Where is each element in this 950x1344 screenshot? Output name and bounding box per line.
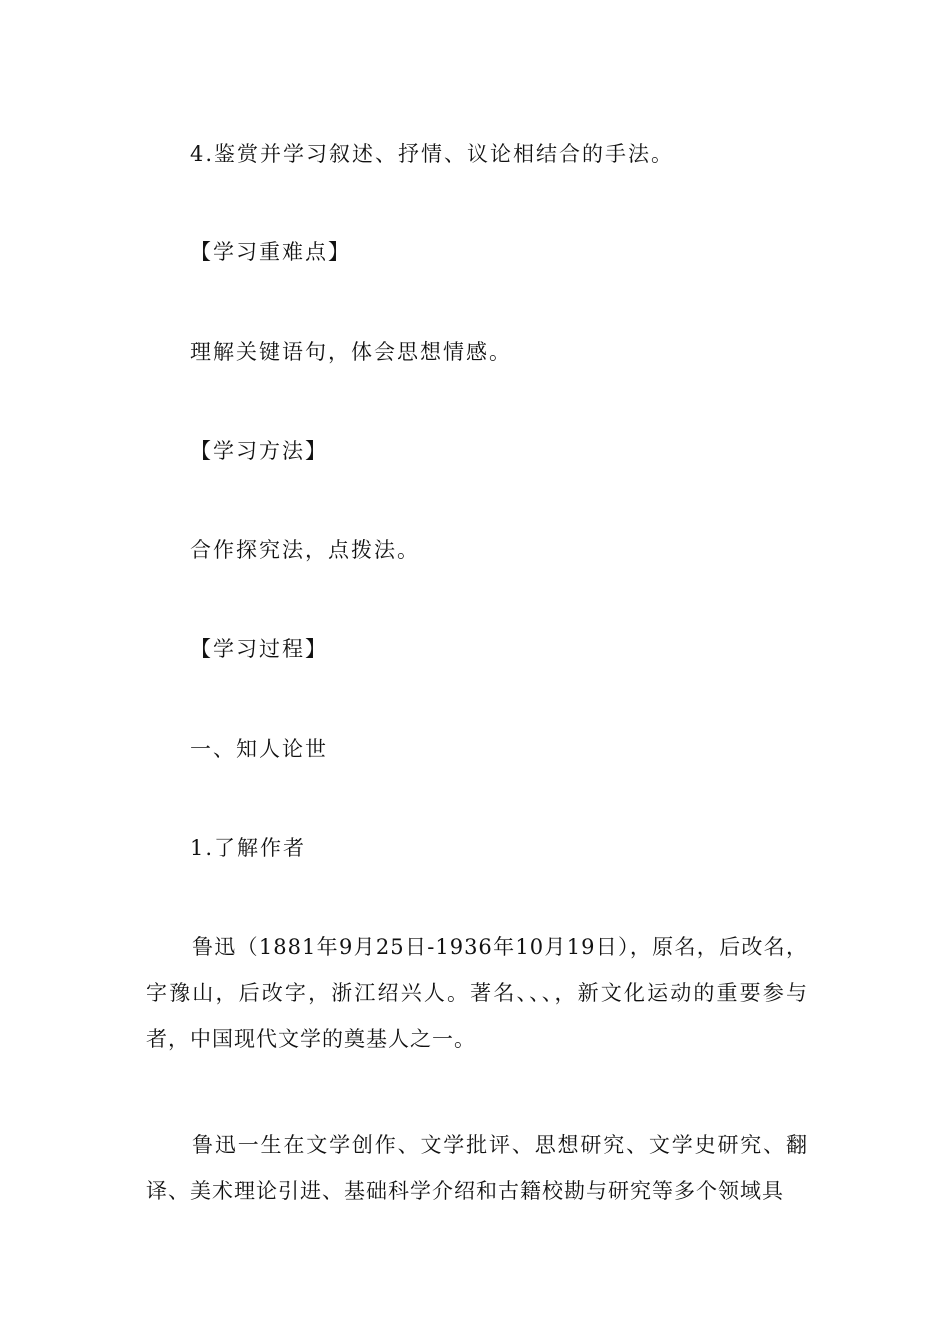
- objective-4: 4.鉴赏并学习叙述、抒情、议论相结合的手法。: [190, 142, 675, 166]
- subsection-author: 1.了解作者: [190, 836, 307, 860]
- heading-key-points: 【学习重难点】: [190, 240, 351, 264]
- methods-text: 合作探究法，点拨法。: [190, 538, 420, 562]
- key-points-text: 理解关键语句，体会思想情感。: [190, 340, 512, 364]
- author-bio-paragraph: 鲁迅（1881年9月25日-1936年10月19日），原名，后改名，字豫山，后改字，浙江绍兴人。著名、、、，新文化运动的重要参与者，中国现代文学的奠基人之一。: [146, 935, 808, 1051]
- heading-process: 【学习过程】: [190, 637, 328, 661]
- heading-methods: 【学习方法】: [190, 439, 328, 463]
- author-works-paragraph: 鲁迅一生在文学创作、文学批评、思想研究、文学史研究、翻译、美术理论引进、基础科学介绍和古籍校勘与研究等多个领域具: [146, 1133, 808, 1203]
- section-1-title: 一、知人论世: [190, 737, 328, 761]
